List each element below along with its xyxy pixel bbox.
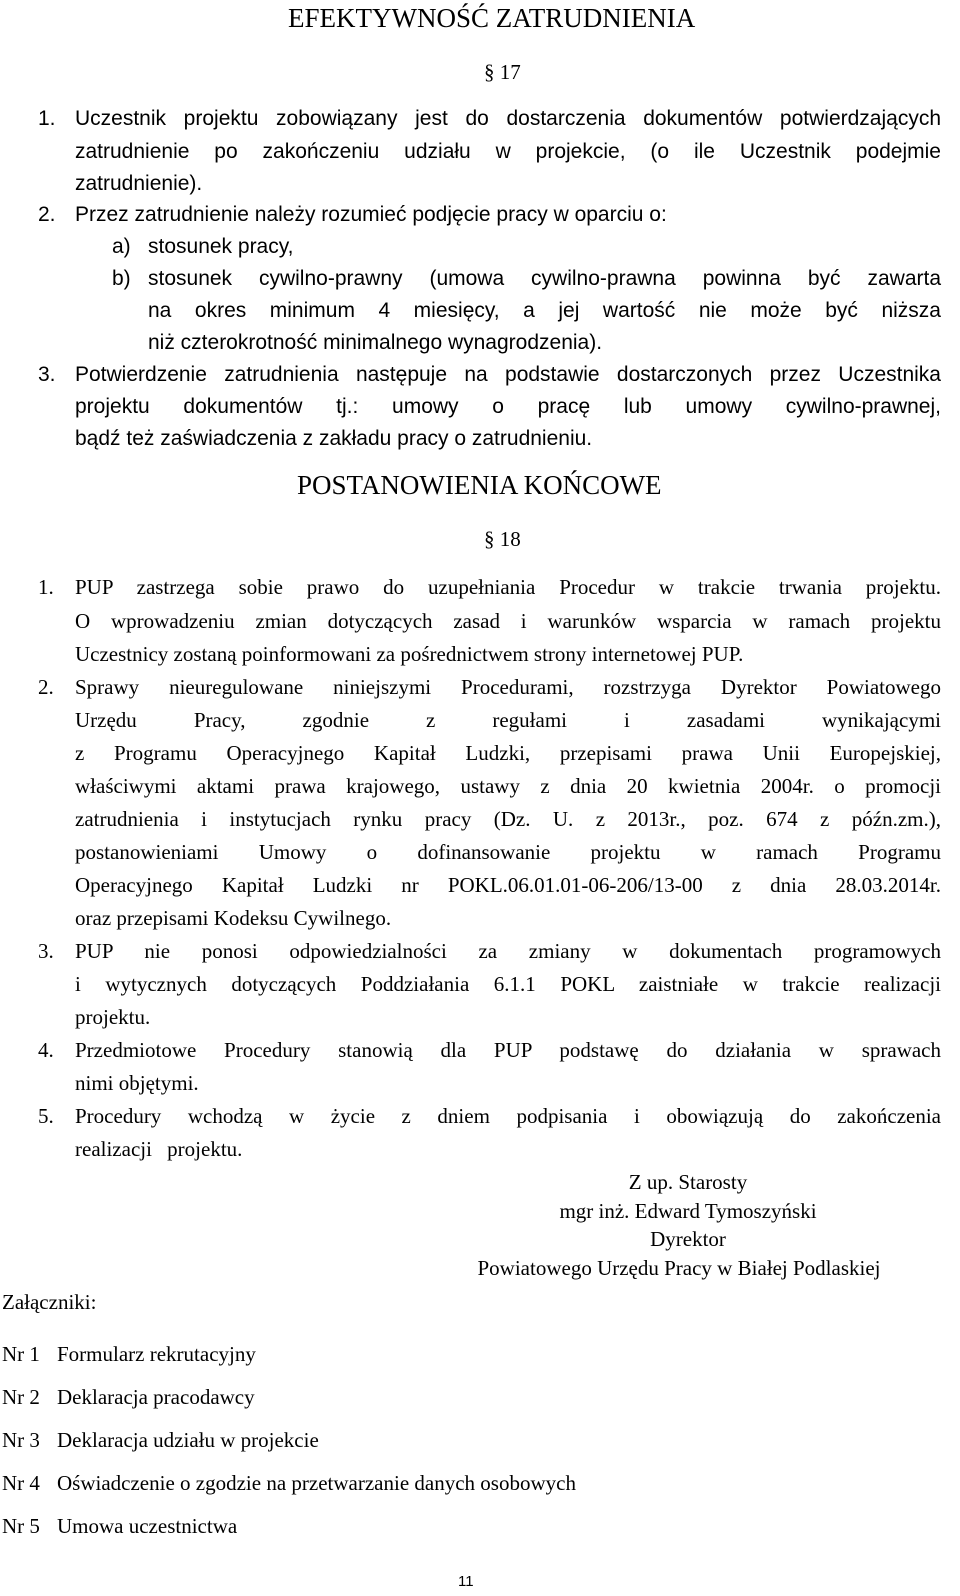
- list-item-line: nimi objętymi.: [75, 1071, 199, 1095]
- attachments-heading: Załączniki:: [2, 1290, 97, 1314]
- signature-name: mgr inż. Edward Tymoszyński: [559, 1199, 817, 1223]
- list-item-line: projektu dokumentów tj.: umowy o pracę lub umowy cywilno-prawnej,: [75, 395, 941, 418]
- list-item-line: realizacji projektu.: [75, 1137, 243, 1161]
- list-item-line: zatrudnienia i instytucjach rynku pracy (Dz. U. z 2013r., poz. 674 z późn.zm.),: [75, 807, 941, 831]
- attachment-label: Umowa uczestnictwa: [57, 1514, 238, 1538]
- list-item-line: Sprawy nieuregulowane niniejszymi Procedurami, rozstrzyga Dyrektor Powiatowego: [75, 675, 941, 699]
- page-number: 11: [458, 1573, 474, 1590]
- attachment-number: Nr 2: [2, 1385, 40, 1409]
- list-number: 2.: [38, 675, 54, 699]
- list-item-line: i wytycznych dotyczących Poddziałania 6.1.1 POKL zaistniałe w trakcie realizacji: [75, 972, 941, 996]
- section-title-postanowienia: POSTANOWIENIA KOŃCOWE: [297, 470, 662, 500]
- list-item-line: Procedury wchodzą w życie z dniem podpisania i obowiązują do zakończenia: [75, 1104, 941, 1128]
- list-item-line: Przez zatrudnienie należy rozumieć podjęcie pracy w oparciu o:: [75, 203, 667, 226]
- list-number: 1.: [38, 575, 54, 599]
- list-number: 3.: [38, 939, 54, 963]
- section-title-efektywnosc: EFEKTYWNOŚĆ ZATRUDNIENIA: [288, 3, 696, 33]
- attachment-number: Nr 3: [2, 1428, 40, 1452]
- attachment-label: Deklaracja udziału w projekcie: [57, 1428, 319, 1452]
- signature-office: Powiatowego Urzędu Pracy w Białej Podlaskiej: [477, 1256, 881, 1280]
- list-item-line: właściwymi aktami prawa krajowego, ustawy z dnia 20 kwietnia 2004r. o promocji: [75, 774, 941, 798]
- list-number: 1.: [38, 107, 56, 130]
- list-item-line: projektu.: [75, 1005, 151, 1029]
- attachment-label: Formularz rekrutacyjny: [57, 1342, 256, 1366]
- attachment-number: Nr 5: [2, 1514, 40, 1538]
- list-item-line: z Programu Operacyjnego Kapitał Ludzki, przepisami prawa Unii Europejskiej,: [75, 741, 941, 765]
- paragraph-number-17: § 17: [484, 60, 521, 84]
- list-item-line: zatrudnienie).: [75, 172, 203, 195]
- signature-line-proxy: Z up. Starosty: [628, 1170, 748, 1194]
- sublist-letter: a): [112, 235, 131, 258]
- attachment-number: Nr 4: [2, 1471, 40, 1495]
- sublist-item-line: stosunek pracy,: [148, 235, 294, 258]
- list-item-line: Uczestnicy zostaną poinformowani za pośrednictwem strony internetowej PUP.: [75, 642, 744, 666]
- attachment-number: Nr 1: [2, 1342, 40, 1366]
- list-number: 4.: [38, 1038, 54, 1062]
- list-item-line: oraz przepisami Kodeksu Cywilnego.: [75, 906, 392, 930]
- list-item-line: PUP nie ponosi odpowiedzialności za zmiany w dokumentach programowych: [75, 939, 941, 963]
- list-item-line: zatrudnienie po zakończeniu udziału w projekcie, (o ile Uczestnik podejmie: [75, 140, 941, 163]
- list-number: 5.: [38, 1104, 54, 1128]
- signature-title: Dyrektor: [650, 1227, 726, 1251]
- sublist-letter: b): [112, 267, 131, 290]
- list-item-line: Przedmiotowe Procedury stanowią dla PUP podstawę do działania w sprawach: [75, 1038, 941, 1062]
- list-item-line: PUP zastrzega sobie prawo do uzupełniania Procedur w trakcie trwania projektu.: [75, 575, 941, 599]
- attachment-label: Oświadczenie o zgodzie na przetwarzanie danych osobowych: [57, 1471, 576, 1495]
- list-item-line: postanowieniami Umowy o dofinansowanie projektu w ramach Programu: [75, 840, 941, 864]
- attachment-label: Deklaracja pracodawcy: [57, 1385, 255, 1409]
- paragraph-number-18: § 18: [484, 527, 521, 551]
- list-item-line: Urzędu Pracy, zgodnie z regułami i zasadami wynikającymi: [75, 708, 941, 732]
- list-number: 3.: [38, 363, 56, 386]
- sublist-item-line: niż czterokrotność minimalnego wynagrodzenia).: [148, 331, 603, 354]
- sublist-item-line: na okres minimum 4 miesięcy, a jej wartość nie może być niższa: [148, 299, 941, 322]
- list-item-line: Potwierdzenie zatrudnienia następuje na podstawie dostarczonych przez Uczestnika: [75, 363, 941, 386]
- list-item-line: bądź też zaświadczenia z zakładu pracy o zatrudnieniu.: [75, 427, 593, 450]
- list-number: 2.: [38, 203, 56, 226]
- list-item-line: O wprowadzeniu zmian dotyczących zasad i warunków wsparcia w ramach projektu: [75, 609, 941, 633]
- list-item-line: Operacyjnego Kapitał Ludzki nr POKL.06.01.01-06-206/13-00 z dnia 28.03.2014r.: [75, 873, 941, 897]
- sublist-item-line: stosunek cywilno-prawny (umowa cywilno-prawna powinna być zawarta: [148, 267, 941, 290]
- list-item-line: Uczestnik projektu zobowiązany jest do dostarczenia dokumentów potwierdzających: [75, 107, 941, 130]
